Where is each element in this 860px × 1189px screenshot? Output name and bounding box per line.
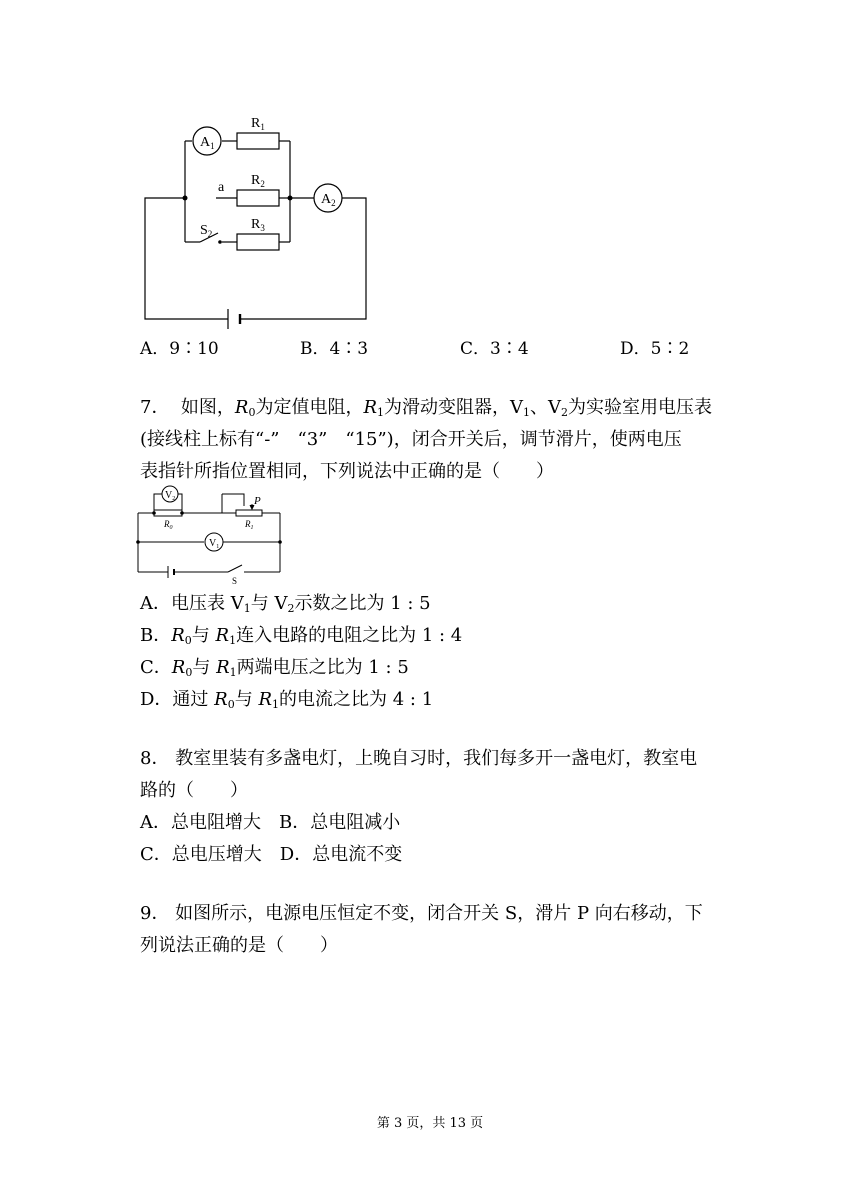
q7-option-a: A．电压表 $V_1$与 $V_2$示数之比为 1 : 5 [140,593,431,615]
q6-ammeter-a2-label: $A_2$ [321,192,336,208]
q7-switch-s-label: S [232,576,238,586]
q7-circuit-diagram [132,482,292,590]
q6-ammeter-a1-label: $A_1$ [200,135,215,151]
q6-option-b: B．4∶3 [300,339,369,359]
q6-switch-s2-label: $S_2$ [200,223,213,239]
q6-circuit-diagram [130,105,390,335]
page-footer: 第 3 页，共 13 页 [376,1116,484,1131]
q7-slider-p-label: P [254,495,261,507]
q7-r0-label: $R_0$ [164,519,173,531]
q7-stem-line-1: 7． 如图，$R_0$为定值电阻，$R_1$为滑动变阻器，$V_1$、$V_2$为实验室用电压表 [140,397,713,419]
q8-options-row-2: C．总电压增大 D．总电流不变 [140,844,403,865]
q7-r1-label: $R_1$ [245,519,254,531]
q8-stem-line-1: 8． 教室里装有多盏电灯，上晚自习时，我们每多开一盏电灯，教室电 [140,748,698,769]
q6-point-a-label: a [218,180,225,195]
q7-option-b: B．$R_0$与 $R_1$连入电路的电阻之比为 1 : 4 [140,625,463,647]
q6-option-d: D．5∶2 [620,339,690,359]
q8-stem-line-2: 路的（ ） [140,780,248,801]
q7-v2-label: $V_2$ [165,490,176,502]
q6-option-c: C．3∶4 [460,339,529,359]
q8-options-row-1: A．总电阻增大 B．总电阻减小 [140,812,401,833]
q7-stem-line-3: 表指针所指位置相同，下列说法中正确的是（ ） [140,461,554,482]
q7-option-d: D．通过 $R_0$与 $R_1$的电流之比为 4 : 1 [140,689,434,711]
q7-stem-line-2: (接线柱上标有“‑” “3” “15”)，闭合开关后，调节滑片，使两电压 [140,429,682,450]
q6-r3-label: $R_3$ [251,217,265,233]
q9-stem-line-2: 列说法正确的是（ ） [140,935,338,956]
q7-option-c: C．$R_0$与 $R_1$两端电压之比为 1 : 5 [140,657,409,679]
q9-stem-line-1: 9． 如图所示，电源电压恒定不变，闭合开关 S，滑片 P 向右移动，下 [140,903,703,924]
q6-r1-label: $R_1$ [251,116,265,132]
q6-option-a: A．9∶10 [140,339,219,359]
q6-r2-label: $R_2$ [251,173,265,189]
q7-v1-label: $V_1$ [209,538,220,550]
